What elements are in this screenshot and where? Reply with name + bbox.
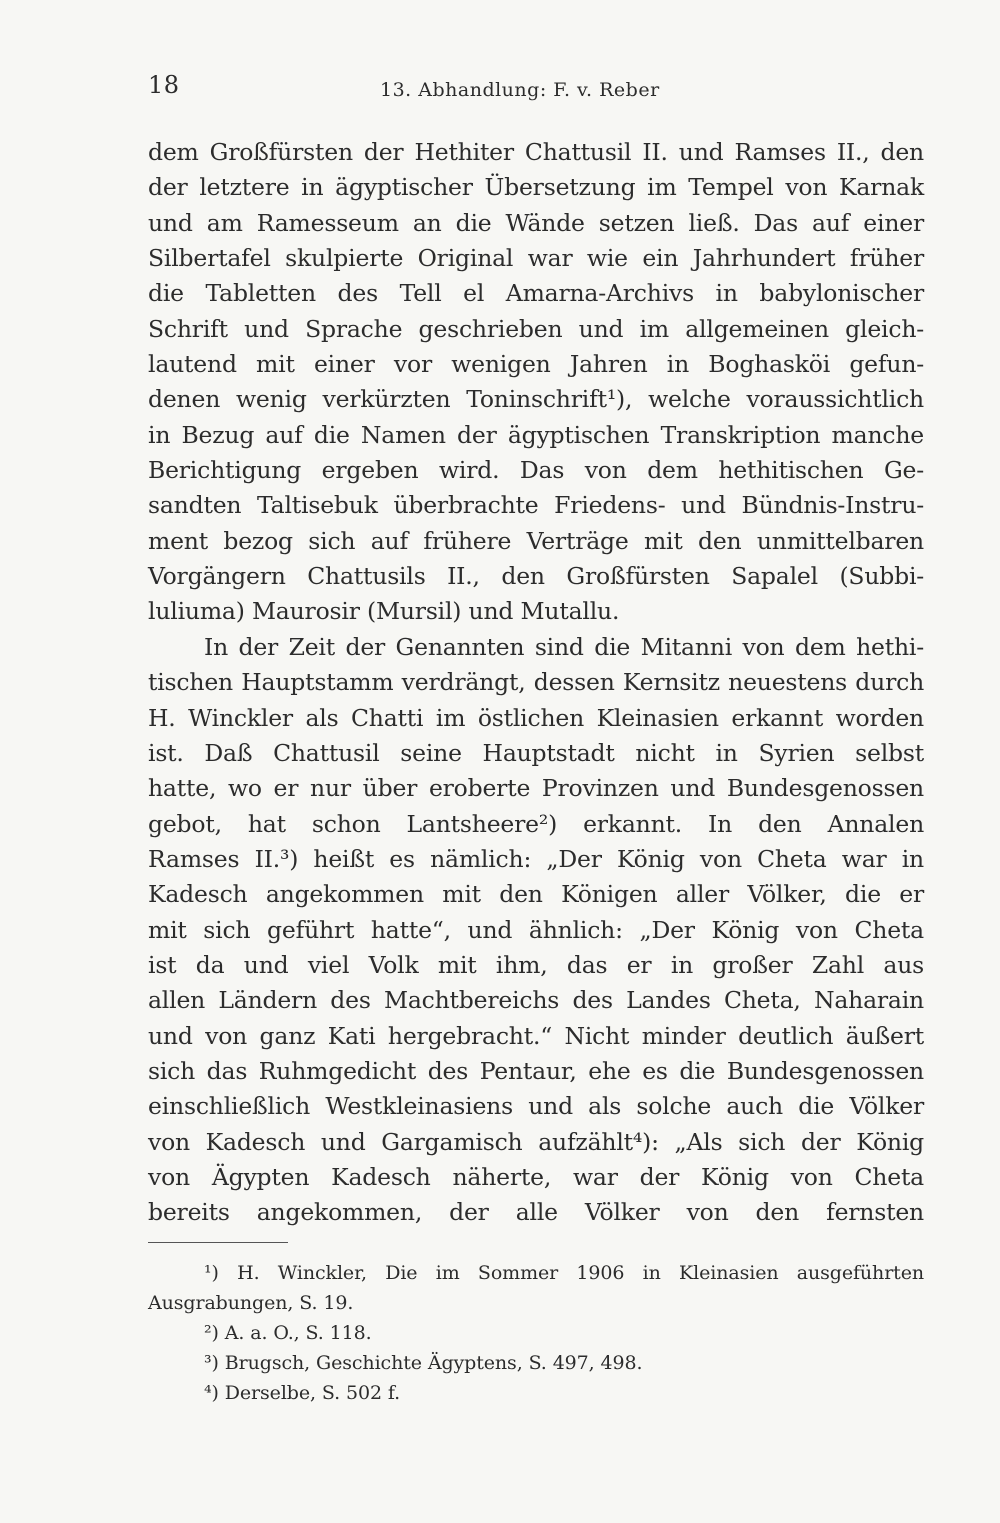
text-line: und am Ramesseum an die Wände setzen ließ. Das auf einer [148,208,924,237]
text-line: dem Großfürsten der Hethiter Chattusil II. und Ramses II., den [148,138,924,166]
text-line: der letztere in ägyptischer Übersetzung im Tempel von Karnak [148,173,924,202]
text-line: Berichtigung ergeben wird. Das von dem hethitischen Ge- [148,456,924,485]
footnote-1: ¹) H. Winckler, Die im Sommer 1906 in Kleinasien ausgeführten [204,1262,924,1284]
page-header [148,70,924,104]
running-head: 13. Abhandlung: F. v. Reber [380,79,660,101]
text-line: einschließlich Westkleinasiens und als solche auch die Völker [148,1092,924,1121]
text-line: von Ägypten Kadesch näherte, war der König von Cheta [148,1162,924,1191]
text-line: Silbertafel skulpierte Original war wie ein Jahrhundert früher [148,244,924,273]
text-line: tischen Hauptstamm verdrängt, dessen Kernsitz neuestens durch [148,668,924,697]
text-line: die Tabletten des Tell el Amarna-Archivs in babylonischer [148,279,924,308]
footnote-divider [148,1242,288,1243]
text-line: Kadesch angekommen mit den Königen aller Völker, die er [148,880,924,909]
text-line: luliuma) Maurosir (Mursil) und Mutallu. [148,597,620,626]
text-line: ment bezog sich auf frühere Verträge mit den unmittelbaren [148,526,924,555]
text-line: ist da und viel Volk mit ihm, das er in großer Zahl aus [148,950,924,979]
footnotes [148,1258,924,1408]
text-line: in Bezug auf die Namen der ägyptischen Transkription manche [148,420,924,449]
text-line: Ramses II.³) heißt es nämlich: „Der König von Cheta war in [148,844,924,873]
text-line: mit sich geführt hatte“, und ähnlich: „Der König von Cheta [148,915,924,944]
text-line: und von ganz Kati hergebracht.“ Nicht minder deutlich äußert [148,1021,924,1050]
text-line: Schrift und Sprache geschrieben und im allgemeinen gleich- [148,314,924,343]
text-line: In der Zeit der Genannten sind die Mitanni von dem hethi- [204,632,924,661]
footnote-2: ²) A. a. O., S. 118. [204,1322,372,1344]
text-line: H. Winckler als Chatti im östlichen Kleinasien erkannt worden [148,703,924,732]
text-line: sich das Ruhmgedicht des Pentaur, ehe es die Bundesgenossen [148,1056,924,1085]
footnote-4: ⁴) Derselbe, S. 502 f. [204,1382,401,1404]
text-line: von Kadesch und Gargamisch aufzählt⁴): „Als sich der König [148,1127,924,1156]
page-number: 18 [148,71,180,99]
text-line: sandten Taltisebuk überbrachte Friedens- und Bündnis-Instru- [148,491,924,520]
footnote-1-continued: Ausgrabungen, S. 19. [148,1292,354,1314]
text-line: bereits angekommen, der alle Völker von den fernsten [148,1198,924,1227]
body-text [148,135,924,1231]
text-line: Vorgängern Chattusils II., den Großfürsten Sapalel (Subbi- [148,562,924,591]
footnote-3: ³) Brugsch, Geschichte Ägyptens, S. 497, 498. [204,1352,643,1374]
text-line: hatte, wo er nur über eroberte Provinzen und Bundesgenossen [148,774,924,803]
text-line: lautend mit einer vor wenigen Jahren in Boghasköi gefun- [148,350,924,379]
text-line: ist. Daß Chattusil seine Hauptstadt nicht in Syrien selbst [148,738,924,767]
text-line: allen Ländern des Machtbereichs des Landes Cheta, Naharain [148,986,924,1015]
text-line: denen wenig verkürzten Toninschrift¹), welche voraussichtlich [148,385,924,414]
text-line: gebot, hat schon Lantsheere²) erkannt. In den Annalen [148,809,924,838]
